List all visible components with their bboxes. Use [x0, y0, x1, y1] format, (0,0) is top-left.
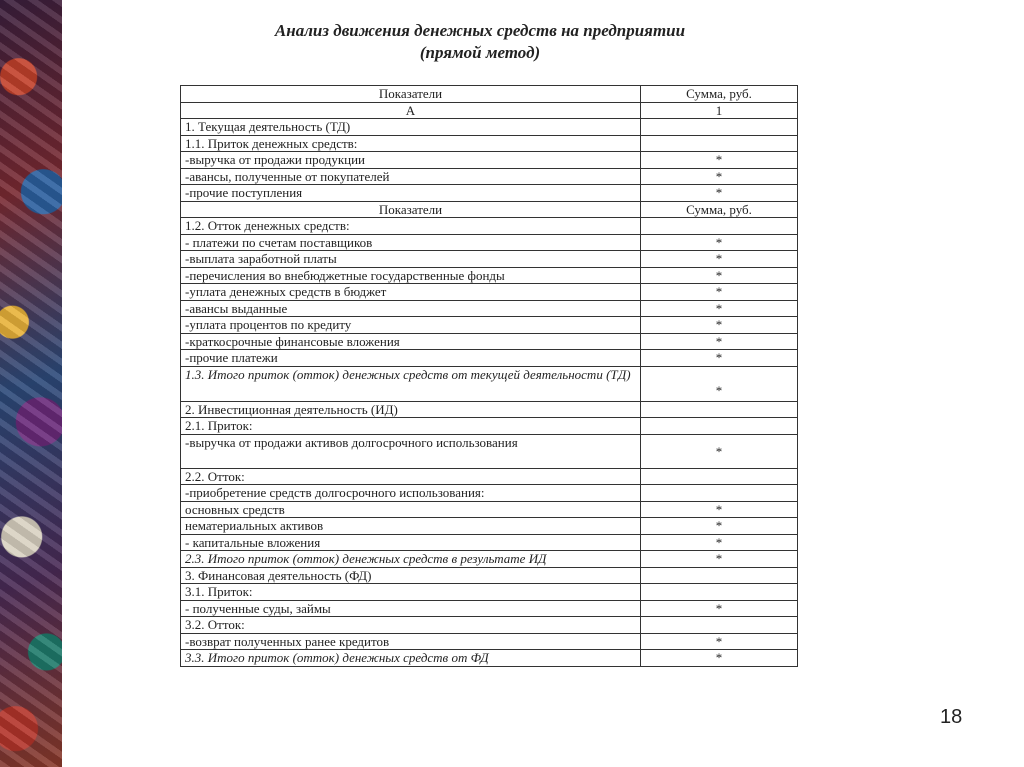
row-label-cell: нематериальных активов	[181, 518, 641, 535]
page-number: 18	[940, 706, 963, 728]
row-value-cell: 1	[641, 102, 798, 119]
row-value-cell: *	[641, 234, 798, 251]
row-value-cell	[641, 617, 798, 634]
row-label-cell: 2.1. Приток:	[181, 418, 641, 435]
row-value-cell: *	[641, 317, 798, 334]
table-row	[181, 600, 798, 617]
row-label-cell: 1. Текущая деятельность (ТД)	[181, 119, 641, 136]
row-label-cell: -краткосрочные финансовые вложения	[181, 333, 641, 350]
row-label-cell: -прочие поступления	[181, 185, 641, 202]
row-value-cell: *	[641, 534, 798, 551]
row-label-cell: -выручка от продажи продукции	[181, 152, 641, 169]
table-row	[181, 300, 798, 317]
table-row	[181, 168, 798, 185]
row-label-cell: А	[181, 102, 641, 119]
row-label-cell: 1.2. Отток денежных средств:	[181, 218, 641, 235]
row-value-cell: *	[641, 551, 798, 568]
row-value-cell	[641, 119, 798, 136]
row-value-cell: *	[641, 366, 798, 401]
row-label-cell: -выплата заработной платы	[181, 251, 641, 268]
row-value-cell: *	[641, 300, 798, 317]
table-row	[181, 234, 798, 251]
row-value-cell: *	[641, 350, 798, 367]
row-value-cell: *	[641, 267, 798, 284]
row-value-cell: *	[641, 251, 798, 268]
row-label-cell: Показатели	[181, 86, 641, 103]
row-value-cell: Сумма, руб.	[641, 86, 798, 103]
table-row	[181, 434, 798, 468]
row-value-cell: *	[641, 284, 798, 301]
table-row	[181, 333, 798, 350]
table-row	[181, 617, 798, 634]
row-label-cell: 2.2. Отток:	[181, 468, 641, 485]
table-row	[181, 650, 798, 667]
row-value-cell: *	[641, 185, 798, 202]
table-row	[181, 267, 798, 284]
table-row	[181, 468, 798, 485]
table-row	[181, 366, 798, 401]
row-value-cell: *	[641, 600, 798, 617]
row-value-cell: *	[641, 152, 798, 169]
table-row	[181, 485, 798, 502]
row-label-cell: -возврат полученных ранее кредитов	[181, 633, 641, 650]
row-label-cell: 3.1. Приток:	[181, 584, 641, 601]
row-value-cell: *	[641, 501, 798, 518]
row-value-cell	[641, 485, 798, 502]
row-label-cell: - полученные суды, займы	[181, 600, 641, 617]
row-value-cell	[641, 567, 798, 584]
table-row	[181, 534, 798, 551]
row-value-cell	[641, 218, 798, 235]
table-row	[181, 401, 798, 418]
cash-flow-table	[180, 85, 798, 667]
row-label-cell: -уплата процентов по кредиту	[181, 317, 641, 334]
row-label-cell: Показатели	[181, 201, 641, 218]
row-value-cell	[641, 418, 798, 435]
row-label-cell: 2. Инвестиционная деятельность (ИД)	[181, 401, 641, 418]
table-row	[181, 317, 798, 334]
row-label-cell: -приобретение средств долгосрочного использования:	[181, 485, 641, 502]
table-row	[181, 584, 798, 601]
table-row	[181, 152, 798, 169]
row-value-cell: Сумма, руб.	[641, 201, 798, 218]
table-row	[181, 218, 798, 235]
row-label-cell: -уплата денежных средств в бюджет	[181, 284, 641, 301]
row-label-cell: -выручка от продажи активов долгосрочного использования	[181, 434, 641, 468]
row-value-cell: *	[641, 633, 798, 650]
row-value-cell: *	[641, 168, 798, 185]
row-label-cell: 3.2. Отток:	[181, 617, 641, 634]
decorative-art-strip	[0, 0, 62, 767]
table-row	[181, 102, 798, 119]
table-row	[181, 633, 798, 650]
table-row	[181, 201, 798, 218]
table-row	[181, 251, 798, 268]
slide-title-line-1: Анализ движения денежных средств на предприятии	[274, 21, 686, 40]
row-label-cell: - капитальные вложения	[181, 534, 641, 551]
table-row	[181, 119, 798, 136]
row-label-cell: 2.3. Итого приток (отток) денежных средств в результате ИД	[181, 551, 641, 568]
table-row	[181, 284, 798, 301]
row-label-cell: 1.1. Приток денежных средств:	[181, 135, 641, 152]
row-value-cell: *	[641, 650, 798, 667]
row-value-cell	[641, 135, 798, 152]
row-value-cell: *	[641, 434, 798, 468]
row-value-cell: *	[641, 333, 798, 350]
slide-title	[180, 20, 780, 64]
row-value-cell	[641, 468, 798, 485]
table-row	[181, 567, 798, 584]
row-label-cell: 1.3. Итого приток (отток) денежных средств от текущей деятельности (ТД)	[181, 366, 641, 401]
table-row	[181, 418, 798, 435]
row-label-cell: -перечисления во внебюджетные государственные фонды	[181, 267, 641, 284]
table-row	[181, 551, 798, 568]
table-row	[181, 518, 798, 535]
row-label-cell: 3. Финансовая деятельность (ФД)	[181, 567, 641, 584]
row-value-cell: *	[641, 518, 798, 535]
row-label-cell: -прочие платежи	[181, 350, 641, 367]
row-label-cell: -авансы, полученные от покупателей	[181, 168, 641, 185]
table-row	[181, 135, 798, 152]
row-label-cell: - платежи по счетам поставщиков	[181, 234, 641, 251]
slide-title-line-2: (прямой метод)	[419, 43, 541, 62]
table-row	[181, 185, 798, 202]
row-value-cell	[641, 401, 798, 418]
row-label-cell: -авансы выданные	[181, 300, 641, 317]
row-value-cell	[641, 584, 798, 601]
cash-flow-table-body	[181, 86, 798, 667]
table-row	[181, 86, 798, 103]
table-row	[181, 501, 798, 518]
row-label-cell: основных средств	[181, 501, 641, 518]
row-label-cell: 3.3. Итого приток (отток) денежных средств от ФД	[181, 650, 641, 667]
table-row	[181, 350, 798, 367]
